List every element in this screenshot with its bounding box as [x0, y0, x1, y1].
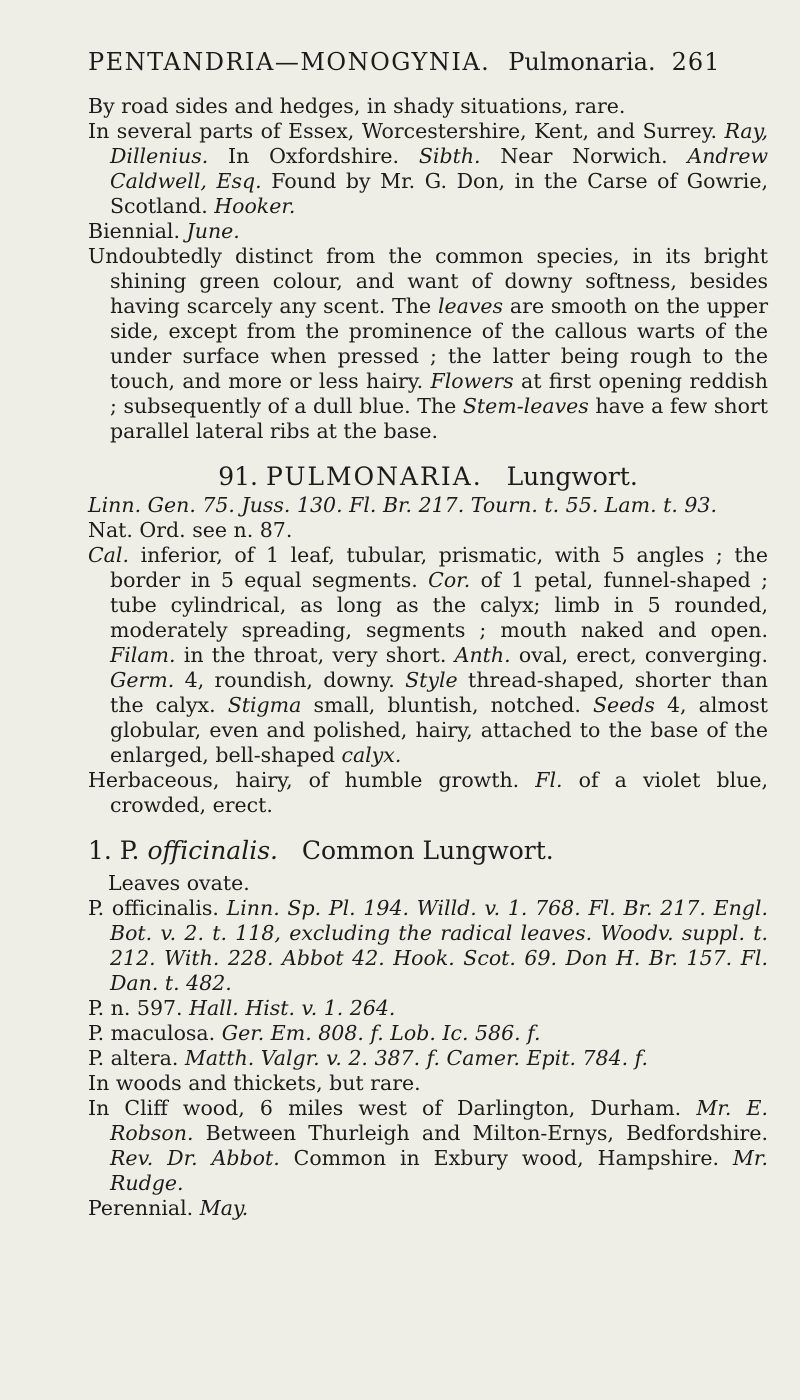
synonym-4: P. altera. Matth. Valgr. v. 2. 387. f. Camer. Epit. 784. f.: [88, 1046, 649, 1070]
header-class-order: PENTANDRIA—MONOGYNIA.: [88, 48, 491, 76]
species-localities: In Cliff wood, 6 miles west of Darlington, Durham. Mr. E. Robson. Between Thurleigh and Milton-Ernys, Bedfordshire. Rev. Dr. Abbot. Common in Exbury wood, Hampshire. Mr. Rudge.: [88, 1096, 768, 1195]
species-duration: Perennial. May.: [88, 1196, 249, 1220]
synonym-2: P. n. 597. Hall. Hist. v. 1. 264.: [88, 996, 396, 1020]
header-genus: Pulmonaria.: [508, 48, 656, 76]
genus-heading: 91. PULMONARIA. Lungwort.: [218, 462, 638, 491]
page-number: 261: [671, 48, 721, 76]
running-header: [88, 48, 768, 76]
duration-line: Biennial. June.: [88, 219, 240, 243]
natural-order: Nat. Ord. see n. 87.: [88, 518, 293, 542]
habitat-line: By road sides and hedges, in shady situations, rare.: [88, 94, 626, 118]
description-paragraph: Undoubtedly distinct from the common species, in its bright shining green colour, and want of downy softness, besides having scarcely any scent. The leaves are smooth on the upper side, except from the prominence of the callous warts of the under surface when pressed ; the latter being rough to the touch, and more or less hairy. Flowers at first opening reddish ; subsequently of a dull blue. The Stem-leaves have a few short parallel lateral ribs at the base.: [88, 244, 768, 443]
species-heading: 1. P. officinalis. Common Lungwort.: [88, 836, 554, 865]
genus-references: Linn. Gen. 75. Juss. 130. Fl. Br. 217. Tourn. t. 55. Lam. t. 93.: [88, 493, 717, 517]
habit-paragraph: Herbaceous, hairy, of humble growth. Fl. of a violet blue, crowded, erect.: [88, 768, 768, 817]
synonym-1: P. officinalis. Linn. Sp. Pl. 194. Willd. v. 1. 768. Fl. Br. 217. Engl. Bot. v. 2. t. 118, excluding the radical leaves. Woodv. suppl. t. 212. With. 228. Abbot 42. Hook. Scot. 69. Don H. Br. 157. Fl. Dan. t. 482.: [88, 896, 768, 995]
locality-paragraph: In several parts of Essex, Worcestershire, Kent, and Surrey. Ray, Dillenius. In Oxfordshire. Sibth. Near Norwich. Andrew Caldwell, Esq. Found by Mr. G. Don, in the Carse of Gowrie, Scotland. Hooker.: [88, 119, 768, 218]
generic-character: Cal. inferior, of 1 leaf, tubular, prismatic, with 5 angles ; the border in 5 equal segments. Cor. of 1 petal, funnel-shaped ; tube cylindrical, as long as the calyx; limb in 5 rounded, moderately spreading, segments ; mouth naked and open. Filam. in the throat, very short. Anth. oval, erect, converging. Germ. 4, roundish, downy. Style thread-shaped, shorter than the calyx. Stigma small, bluntish, notched. Seeds 4, almost globular, even and polished, hairy, attached to the base of the enlarged, bell-shaped calyx.: [88, 543, 768, 767]
synonym-3: P. maculosa. Ger. Em. 808. f. Lob. Ic. 586. f.: [88, 1021, 541, 1045]
species-diagnosis: Leaves ovate.: [108, 871, 250, 895]
page-body: [88, 94, 768, 1221]
species-habitat: In woods and thickets, but rare.: [88, 1071, 421, 1095]
